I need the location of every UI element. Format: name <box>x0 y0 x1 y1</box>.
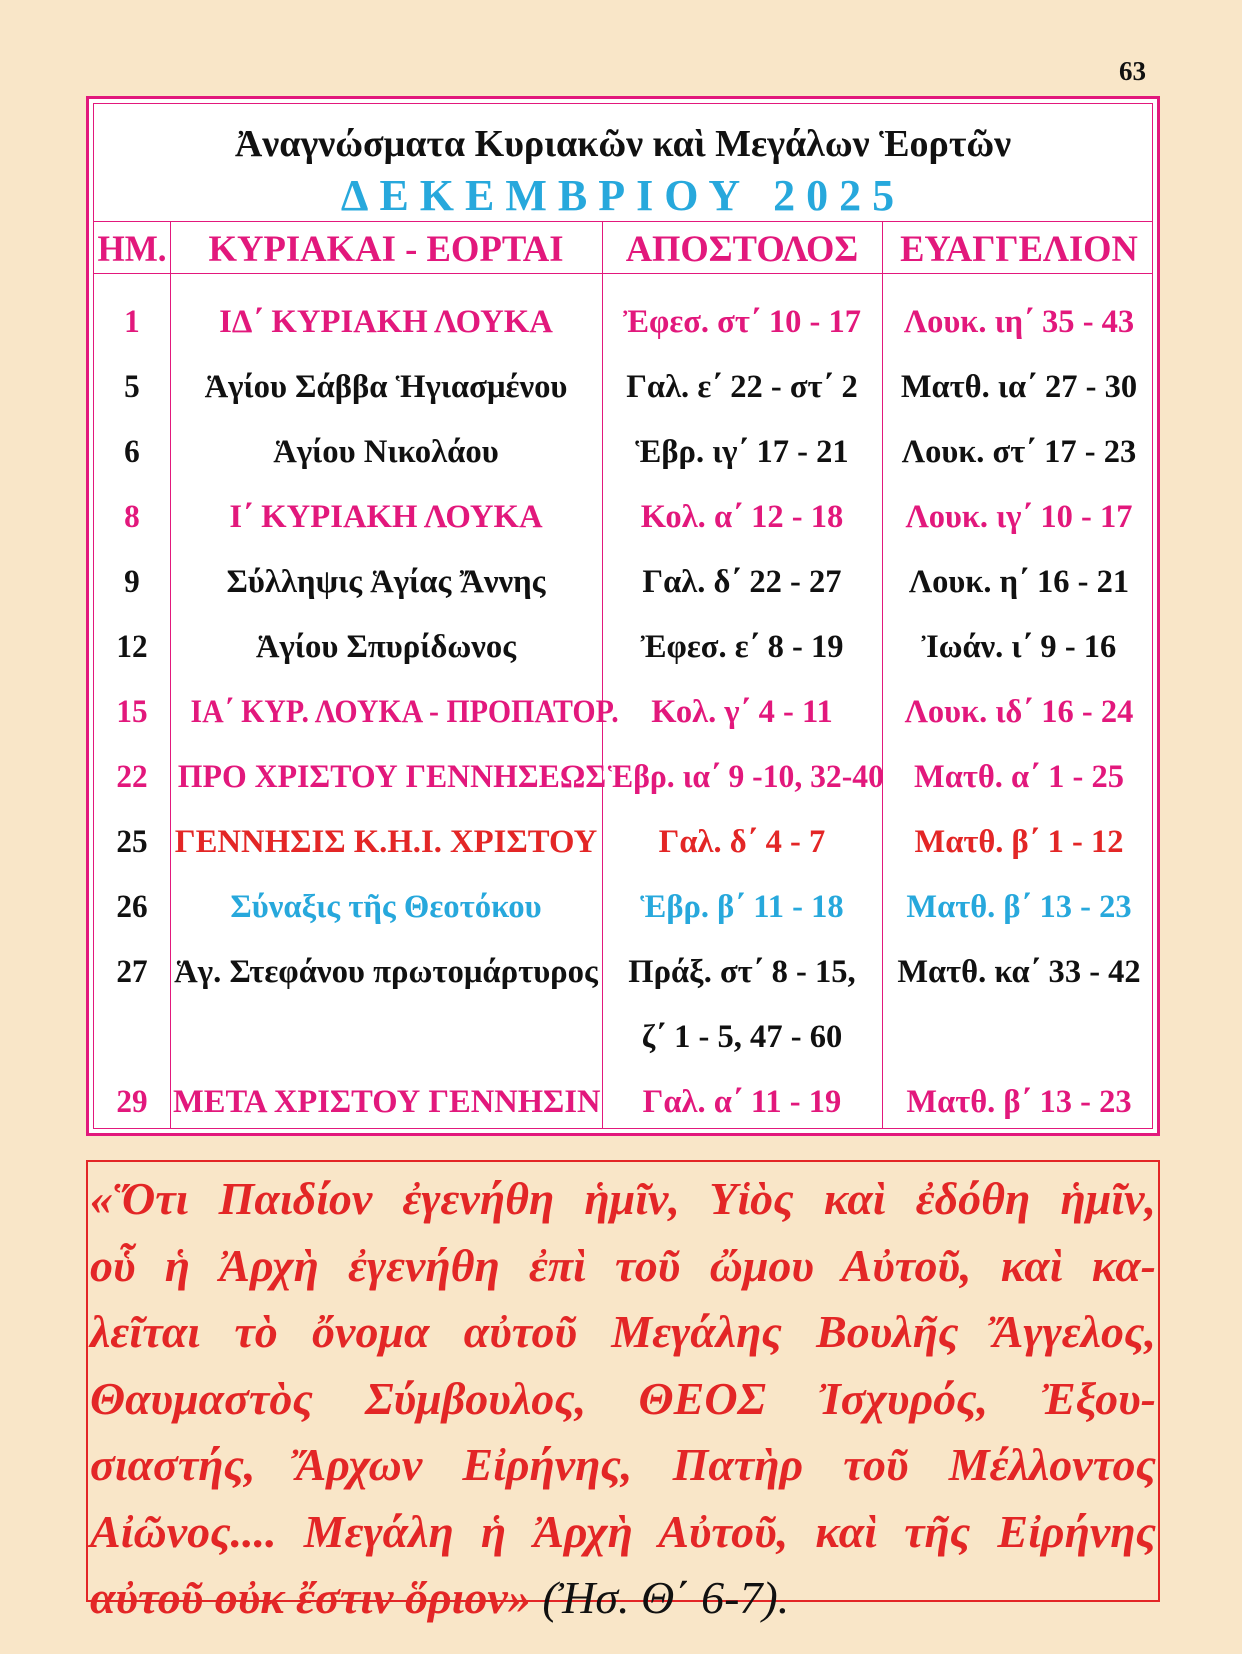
feast-cell: ΠΡΟ ΧΡΙΣΤΟΥ ΓΕΝΝΗΣΕΩΣ <box>177 759 607 795</box>
table-row <box>94 810 1152 875</box>
day-cell: 26 <box>116 889 148 925</box>
quote-line <box>90 1565 1156 1632</box>
table-row <box>94 940 1152 1005</box>
gospel-cell: Λουκ. στ΄ 17 - 23 <box>901 434 1137 470</box>
gospel-cell <box>884 1005 1154 1070</box>
day-cell: 6 <box>124 434 140 470</box>
quote-line-text: Θαυμαστὸς Σύμβουλος, ΘΕΟΣ Ἰσχυρός, Ἐξου- <box>90 1372 1156 1424</box>
column-header-apostle: ΑΠΟΣΤΟΛΟΣ <box>625 229 859 270</box>
gospel-cell: Λουκ. η΄ 16 - 21 <box>908 564 1130 600</box>
feast-cell: ΙΑ΄ ΚΥΡ. ΛΟΥΚΑ - ΠΡΟΠΑΤΟΡ. <box>190 694 619 730</box>
quote-line-text: «Ὅτι Παιδίον ἐγενήθη ἡμῖν, Υἱὸς καὶ ἐδόθη ἡμῖν, <box>90 1173 1156 1224</box>
gospel-cell: Ἰωάν. ι΄ 9 - 16 <box>921 629 1117 665</box>
column-header-gospel: ΕΥΑΓΓΕΛΙΟΝ <box>900 229 1138 270</box>
day-cell: 1 <box>124 304 140 340</box>
table-row <box>94 355 1152 420</box>
gospel-cell: Λουκ. ιδ΄ 16 - 24 <box>904 694 1134 730</box>
feast-cell: Ἁγίου Σάββα Ἡγιασμένου <box>204 369 568 405</box>
feast-cell: Ἁγίου Νικολάου <box>273 434 499 470</box>
feast-cell: ΓΕΝΝΗΣΙΣ Κ.Η.Ι. ΧΡΙΣΤΟΥ <box>174 824 598 860</box>
gospel-cell: Λουκ. ιη΄ 35 - 43 <box>903 304 1135 340</box>
apostle-cell: Κολ. α΄ 12 - 18 <box>640 499 844 535</box>
quote-reference: (Ἠσ. Θ΄ 6-7). <box>530 1572 790 1623</box>
table-row <box>94 420 1152 485</box>
apostle-cell: Κολ. γ΄ 4 - 11 <box>651 694 833 730</box>
gospel-cell: Ματθ. α΄ 1 - 25 <box>914 759 1124 795</box>
gospel-cell: Ματθ. β΄ 13 - 23 <box>906 1084 1132 1120</box>
quote-line-text: σιαστής, Ἄρχων Εἰρήνης, Πατὴρ τοῦ Μέλλοντος <box>90 1439 1156 1490</box>
feast-cell: Σύναξις τῆς Θεοτόκου <box>230 889 542 925</box>
apostle-cell: ζ΄ 1 - 5, 47 - 60 <box>641 1019 843 1055</box>
quote-line <box>90 1299 1156 1366</box>
column-header-feast: ΚΥΡΙΑΚΑΙ - ΕΟΡΤΑΙ <box>208 229 564 270</box>
feast-cell: Ἁγ. Στεφάνου πρωτομάρτυρος <box>174 954 598 990</box>
day-cell: 25 <box>116 824 148 860</box>
day-cell: 29 <box>116 1084 148 1120</box>
quote-line <box>90 1499 1156 1566</box>
quote-line-text: οὗ ἡ Ἀρχὴ ἐγενήθη ἐπὶ τοῦ ὤμου Αὐτοῦ, καὶ κα- <box>90 1239 1156 1291</box>
day-cell: 9 <box>124 564 140 600</box>
apostle-cell: Ἐφεσ. στ΄ 10 - 17 <box>622 304 862 340</box>
apostle-cell: Ἑβρ. ιγ΄ 17 - 21 <box>635 434 849 470</box>
feast-cell: ΙΔ΄ ΚΥΡΙΑΚΗ ΛΟΥΚΑ <box>219 304 553 340</box>
apostle-cell: Πράξ. στ΄ 8 - 15, <box>628 954 856 990</box>
readings-table <box>86 96 1160 1136</box>
readings-rows <box>94 290 1152 1135</box>
feast-cell: Ἁγίου Σπυρίδωνος <box>255 629 517 665</box>
day-cell: 15 <box>116 694 148 730</box>
feast-cell: Σύλληψις Ἁγίας Ἄννης <box>226 564 546 600</box>
scripture-quote <box>90 1166 1156 1632</box>
apostle-cell: Ἑβρ. β΄ 11 - 18 <box>640 889 844 925</box>
header-divider-bottom <box>94 273 1152 274</box>
day-cell: 8 <box>124 499 140 535</box>
quote-line-text: λεῖται τὸ ὄνομα αὐτοῦ Μεγάλης Βουλῆς Ἄγγελος, <box>90 1306 1156 1357</box>
table-row <box>94 615 1152 680</box>
day-cell: 27 <box>116 954 148 990</box>
table-row <box>94 485 1152 550</box>
header-divider-top <box>94 221 1152 222</box>
table-row <box>94 745 1152 810</box>
page-number: 63 <box>1119 56 1146 86</box>
column-header-day: ΗΜ. <box>97 229 167 270</box>
quote-line <box>90 1432 1156 1499</box>
feast-cell: Ι΄ ΚΥΡΙΑΚΗ ΛΟΥΚΑ <box>229 499 543 535</box>
gospel-cell: Λουκ. ιγ΄ 10 - 17 <box>905 499 1133 535</box>
apostle-cell: Γαλ. δ΄ 22 - 27 <box>642 564 842 600</box>
quote-line <box>90 1233 1156 1300</box>
table-row <box>94 290 1152 355</box>
scripture-quote-box <box>86 1160 1160 1623</box>
feast-cell: ΜΕΤΑ ΧΡΙΣΤΟΥ ΓΕΝΝΗΣΙΝ <box>173 1084 601 1120</box>
gospel-cell: Ματθ. ια΄ 27 - 30 <box>900 369 1138 405</box>
day-cell: 22 <box>116 759 148 795</box>
month-title: ΔΕΚΕΜΒΡΙΟΥ 2025 <box>340 171 906 220</box>
feast-cell <box>172 1005 600 1070</box>
day-cell: 12 <box>116 629 148 665</box>
quote-line-text: Αἰῶνος.... Μεγάλη ἡ Ἀρχὴ Αὐτοῦ, καὶ τῆς Εἰρήνης <box>90 1505 1156 1557</box>
table-row <box>94 550 1152 615</box>
day-cell: 5 <box>124 369 140 405</box>
apostle-cell: Γαλ. α΄ 11 - 19 <box>642 1084 842 1120</box>
readings-table-inner <box>93 103 1153 1129</box>
apostle-cell: Ἐφεσ. ε΄ 8 - 19 <box>640 629 844 665</box>
table-row <box>94 875 1152 940</box>
table-row <box>94 1070 1152 1135</box>
gospel-cell: Ματθ. κα΄ 33 - 42 <box>897 954 1141 990</box>
gospel-cell: Ματθ. β΄ 13 - 23 <box>906 889 1132 925</box>
day-cell <box>96 1005 168 1070</box>
quote-line <box>90 1166 1156 1233</box>
apostle-cell: Ἑβρ. ια΄ 9 -10, 32-40 <box>607 759 884 795</box>
table-row <box>94 1005 1152 1070</box>
apostle-cell: Γαλ. δ΄ 4 - 7 <box>658 824 826 860</box>
quote-line <box>90 1366 1156 1433</box>
table-title: Ἀναγνώσματα Κυριακῶν καὶ Μεγάλων Ἑορτῶν <box>234 123 1012 165</box>
table-row <box>94 680 1152 745</box>
quote-line-text: αὐτοῦ οὐκ ἔστιν ὅριον» <box>90 1572 531 1623</box>
gospel-cell: Ματθ. β΄ 1 - 12 <box>914 824 1124 860</box>
apostle-cell: Γαλ. ε΄ 22 - στ΄ 2 <box>626 369 858 405</box>
